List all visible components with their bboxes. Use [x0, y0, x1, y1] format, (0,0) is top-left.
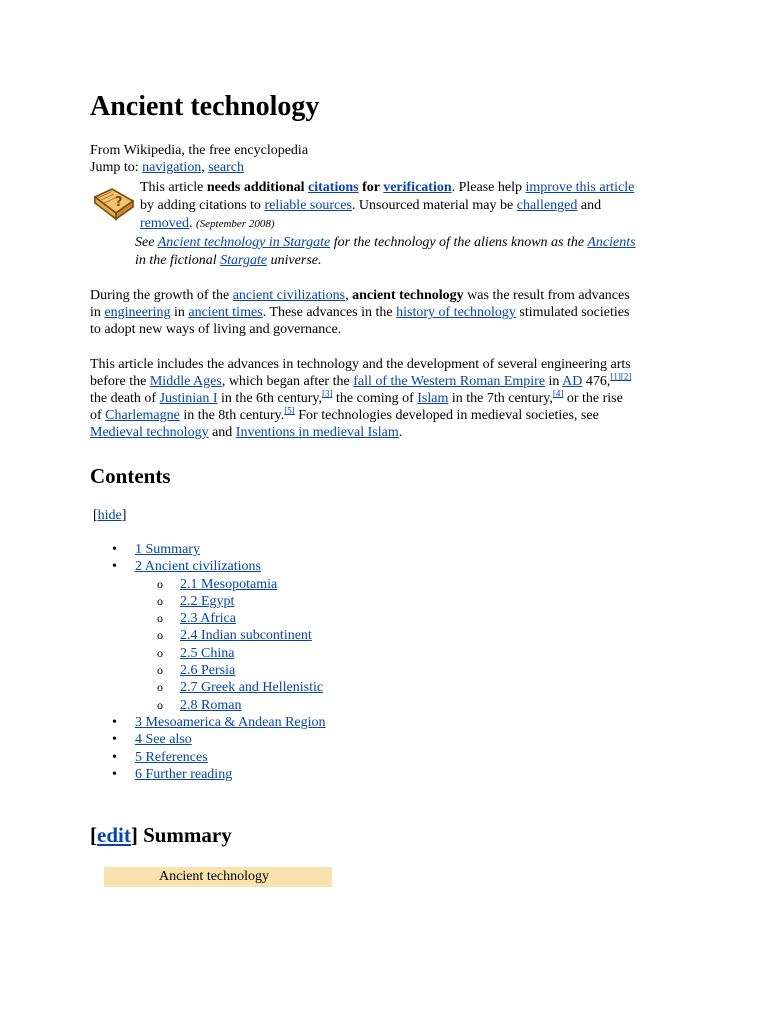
- toc-item: [90, 541, 326, 558]
- summary-heading: [edit] Summary: [90, 823, 232, 847]
- toc-subitem: [90, 645, 326, 662]
- charlemagne-link[interactable]: Charlemagne: [105, 408, 180, 423]
- hide-toc-link[interactable]: hide: [97, 508, 122, 523]
- removed-link[interactable]: removed: [140, 216, 189, 231]
- tagline: From Wikipedia, the free encyclopedia: [90, 143, 309, 158]
- stargate-tech-link[interactable]: Ancient technology in Stargate: [157, 235, 331, 250]
- toc-link-summary[interactable]: 1 Summary: [135, 542, 200, 557]
- verification-link[interactable]: verification: [383, 180, 452, 195]
- toc-subitem: [90, 627, 326, 644]
- islam-link[interactable]: Islam: [417, 391, 449, 406]
- ad-link[interactable]: AD: [562, 374, 583, 389]
- toc-link-mesopotamia[interactable]: 2.1 Mesopotamia: [180, 576, 278, 592]
- toc-link-see-also[interactable]: 4 See also: [135, 732, 192, 748]
- inventions-medieval-islam-link[interactable]: Inventions in medieval Islam: [235, 425, 399, 440]
- toc-subitem: [90, 593, 326, 610]
- middle-ages-link[interactable]: Middle Ages: [149, 374, 222, 389]
- edit-summary-link[interactable]: edit: [97, 823, 131, 847]
- ref-2-link[interactable]: [2]: [620, 371, 632, 382]
- citations-link[interactable]: citations: [308, 180, 359, 195]
- toc-item: [90, 731, 326, 748]
- notice-date: (September 2008): [195, 218, 275, 230]
- citation-notice: ? This article needs additional citations for verification. Please help improve this article by adding citations to reliable sources. Unsourced material may be challenged and removed. (September 2008): [140, 179, 690, 233]
- toc-subitem: [90, 679, 326, 696]
- toc-link-roman[interactable]: 2.8 Roman: [180, 697, 242, 713]
- ancient-civilizations-link[interactable]: ancient civilizations: [232, 288, 346, 303]
- ancients-link[interactable]: Ancients: [587, 235, 636, 250]
- toc-item: [90, 558, 326, 714]
- ancient-times-link[interactable]: ancient times: [188, 305, 263, 320]
- toc-link-egypt[interactable]: 2.2 Egypt: [180, 593, 235, 609]
- improve-article-link[interactable]: improve this article: [525, 180, 635, 195]
- ref-4-link[interactable]: [4]: [552, 388, 564, 399]
- jump-to: Jump to: navigation, search: [90, 160, 244, 175]
- toc-subitem: [90, 697, 326, 714]
- svg-text:?: ?: [115, 195, 123, 210]
- contents-heading: Contents: [90, 464, 171, 488]
- toc-item: [90, 749, 326, 766]
- toc-link-references[interactable]: 5 References: [135, 749, 208, 765]
- toc-subitem: [90, 662, 326, 679]
- intro-paragraph-2: This article includes the advances in technology and the development of several engineering arts before the Middle Ages, which began after the fall of the Western Roman Empire in AD 476,[1][2] the death of Justinian I in the 6th century,[3] the coming of Islam in the 7th century,[4] or the rise of Charlemagne in the 8th century.[5] For technologies developed in medieval societies, see Medieval technology and Inventions in medieval Islam.: [90, 357, 632, 440]
- toc-subitem: [90, 610, 326, 627]
- intro-paragraph-1: During the growth of the ancient civilizations, ancient technology was the result from advances in engineering in ancient times. These advances in the history of technology stimulated societies to adopt new ways of living and governance.: [90, 288, 630, 337]
- ref-3-link[interactable]: [3]: [322, 388, 333, 399]
- table-of-contents: [90, 541, 326, 783]
- toc-link-china[interactable]: 2.5 China: [180, 645, 235, 661]
- toc-item: [90, 714, 326, 731]
- justinian-link[interactable]: Justinian I: [159, 391, 218, 406]
- jump-search-link[interactable]: search: [208, 160, 244, 175]
- jump-navigation-link[interactable]: navigation: [142, 160, 202, 175]
- toc-link-indian-subcontinent[interactable]: 2.4 Indian subcontinent: [180, 628, 312, 644]
- ref-1-link[interactable]: [1]: [610, 371, 621, 382]
- toc-link-mesoamerica[interactable]: 3 Mesoamerica & Andean Region: [135, 714, 326, 730]
- reliable-sources-link[interactable]: reliable sources: [264, 198, 352, 213]
- history-of-technology-link[interactable]: history of technology: [396, 305, 516, 320]
- toc-link-greek-hellenistic[interactable]: 2.7 Greek and Hellenistic: [180, 680, 324, 696]
- fall-of-rome-link[interactable]: fall of the Western Roman Empire: [353, 374, 546, 389]
- toc-subitem: [90, 576, 326, 593]
- engineering-link[interactable]: engineering: [104, 305, 171, 320]
- toc-hide-toggle: [hide]: [93, 508, 127, 523]
- challenged-link[interactable]: challenged: [516, 198, 578, 213]
- toc-link-persia[interactable]: 2.6 Persia: [180, 663, 236, 679]
- infobox-header: Ancient technology: [104, 867, 332, 887]
- book-question-icon: [92, 183, 136, 229]
- page-title: Ancient technology: [90, 91, 320, 122]
- toc-link-ancient-civilizations[interactable]: 2 Ancient civilizations: [135, 559, 261, 575]
- ref-5-link[interactable]: [5]: [284, 405, 295, 416]
- medieval-technology-link[interactable]: Medieval technology: [90, 425, 209, 440]
- toc-link-africa[interactable]: 2.3 Africa: [180, 611, 236, 627]
- stargate-link[interactable]: Stargate: [220, 253, 268, 268]
- toc-link-further-reading[interactable]: 6 Further reading: [135, 766, 233, 782]
- toc-item: [90, 766, 326, 783]
- hatnote: See Ancient technology in Stargate for the technology of the aliens known as the Ancients in the fictional Stargate universe.: [135, 235, 636, 268]
